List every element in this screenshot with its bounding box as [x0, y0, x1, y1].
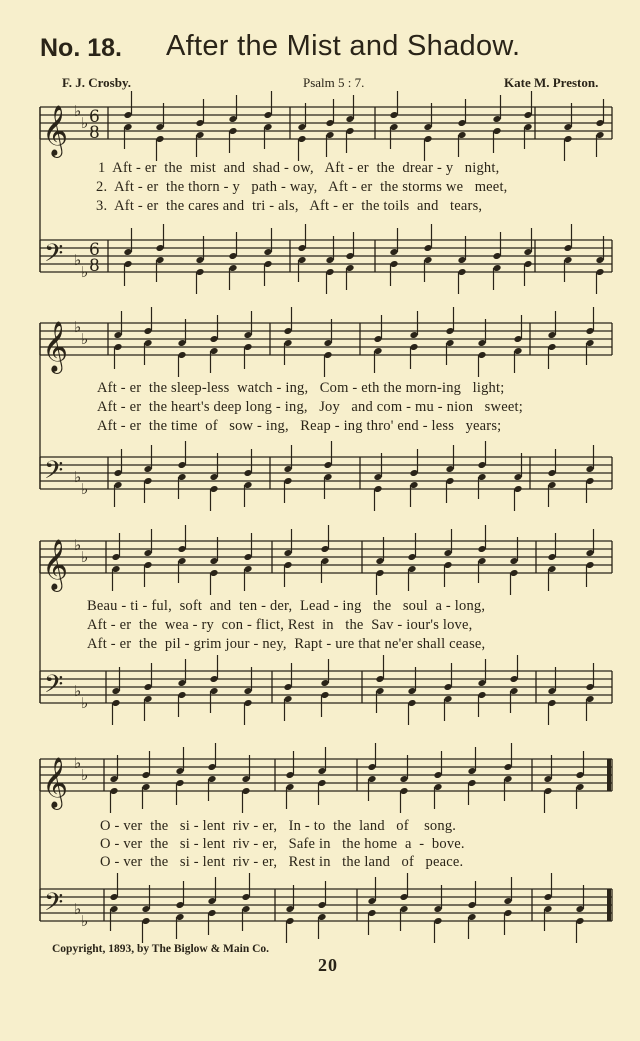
lyric-line: 2. Aft - er the thorn - y path - way, Aft - er the storms we meet,: [96, 179, 508, 195]
hymn-number: No. 18.: [40, 34, 122, 62]
author-credit: F. J. Crosby.: [62, 75, 131, 90]
flat-sign: ♭: [81, 330, 89, 348]
lyric-line: 3. Aft - er the cares and tri - als, Aft - er the toils and tears,: [96, 198, 483, 214]
bass-clef: 𝄢: [44, 456, 64, 491]
flat-sign: ♭: [74, 102, 82, 120]
flat-sign: ♭: [81, 114, 89, 132]
lyric-line: Aft - er the pil - grim jour - ney, Rapt - ure that ne'er shall cease,: [87, 636, 486, 652]
lyric-line: O - ver the si - lent riv - er, Rest in the land of peace.: [100, 854, 464, 870]
final-barline: [607, 759, 611, 791]
flat-sign: ♭: [81, 548, 89, 566]
scripture-reference: Psalm 5 : 7.: [303, 75, 365, 90]
bass-clef: 𝄢: [44, 888, 64, 923]
flat-sign: ♭: [81, 694, 89, 712]
flat-sign: ♭: [81, 912, 89, 930]
treble-clef: 𝄞: [42, 105, 69, 156]
flat-sign: ♭: [74, 900, 82, 918]
flat-sign: ♭: [81, 263, 89, 281]
lyric-line: 1 Aft - er the mist and shad - ow, Aft - er the drear - y night,: [98, 160, 500, 176]
time-signature-top: 6: [89, 240, 100, 260]
flat-sign: ♭: [74, 468, 82, 486]
flat-sign: ♭: [74, 251, 82, 269]
lyric-line: Aft - er the time of sow - ing, Reap - ing thro' end - less years;: [97, 418, 502, 434]
time-signature-bottom: 8: [89, 123, 100, 143]
bass-clef: 𝄢: [44, 239, 64, 274]
flat-sign: ♭: [74, 754, 82, 772]
bass-clef: 𝄢: [44, 670, 64, 705]
hymn-title: After the Mist and Shadow.: [166, 30, 521, 62]
lyric-line: Aft - er the heart's deep long - ing, Joy and com - mu - nion sweet;: [97, 399, 523, 415]
time-signature-top: 6: [89, 107, 100, 127]
page-number: 20: [318, 955, 338, 975]
treble-clef: 𝄞: [42, 757, 69, 808]
treble-clef: 𝄞: [42, 321, 69, 372]
flat-sign: ♭: [81, 480, 89, 498]
lyric-line: O - ver the si - lent riv - er, In - to the land of song.: [100, 818, 457, 834]
composer-credit: Kate M. Preston.: [504, 75, 599, 90]
flat-sign: ♭: [81, 766, 89, 784]
lyric-line: Beau - ti - ful, soft and ten - der, Lead - ing the soul a - long,: [87, 598, 486, 614]
lyric-line: O - ver the si - lent riv - er, Safe in the home a - bove.: [100, 836, 465, 852]
final-barline: [607, 889, 611, 921]
copyright-notice: Copyright, 1893, by The Biglow & Main Co.: [52, 943, 270, 955]
treble-clef: 𝄞: [42, 539, 69, 590]
flat-sign: ♭: [74, 536, 82, 554]
lyric-line: Aft - er the wea - ry con - flict, Rest in the Sav - iour's love,: [87, 617, 473, 633]
flat-sign: ♭: [74, 318, 82, 336]
time-signature-bottom: 8: [89, 256, 100, 276]
flat-sign: ♭: [74, 682, 82, 700]
lyric-line: Aft - er the sleep-less watch - ing, Com - eth the morn-ing light;: [97, 380, 505, 396]
